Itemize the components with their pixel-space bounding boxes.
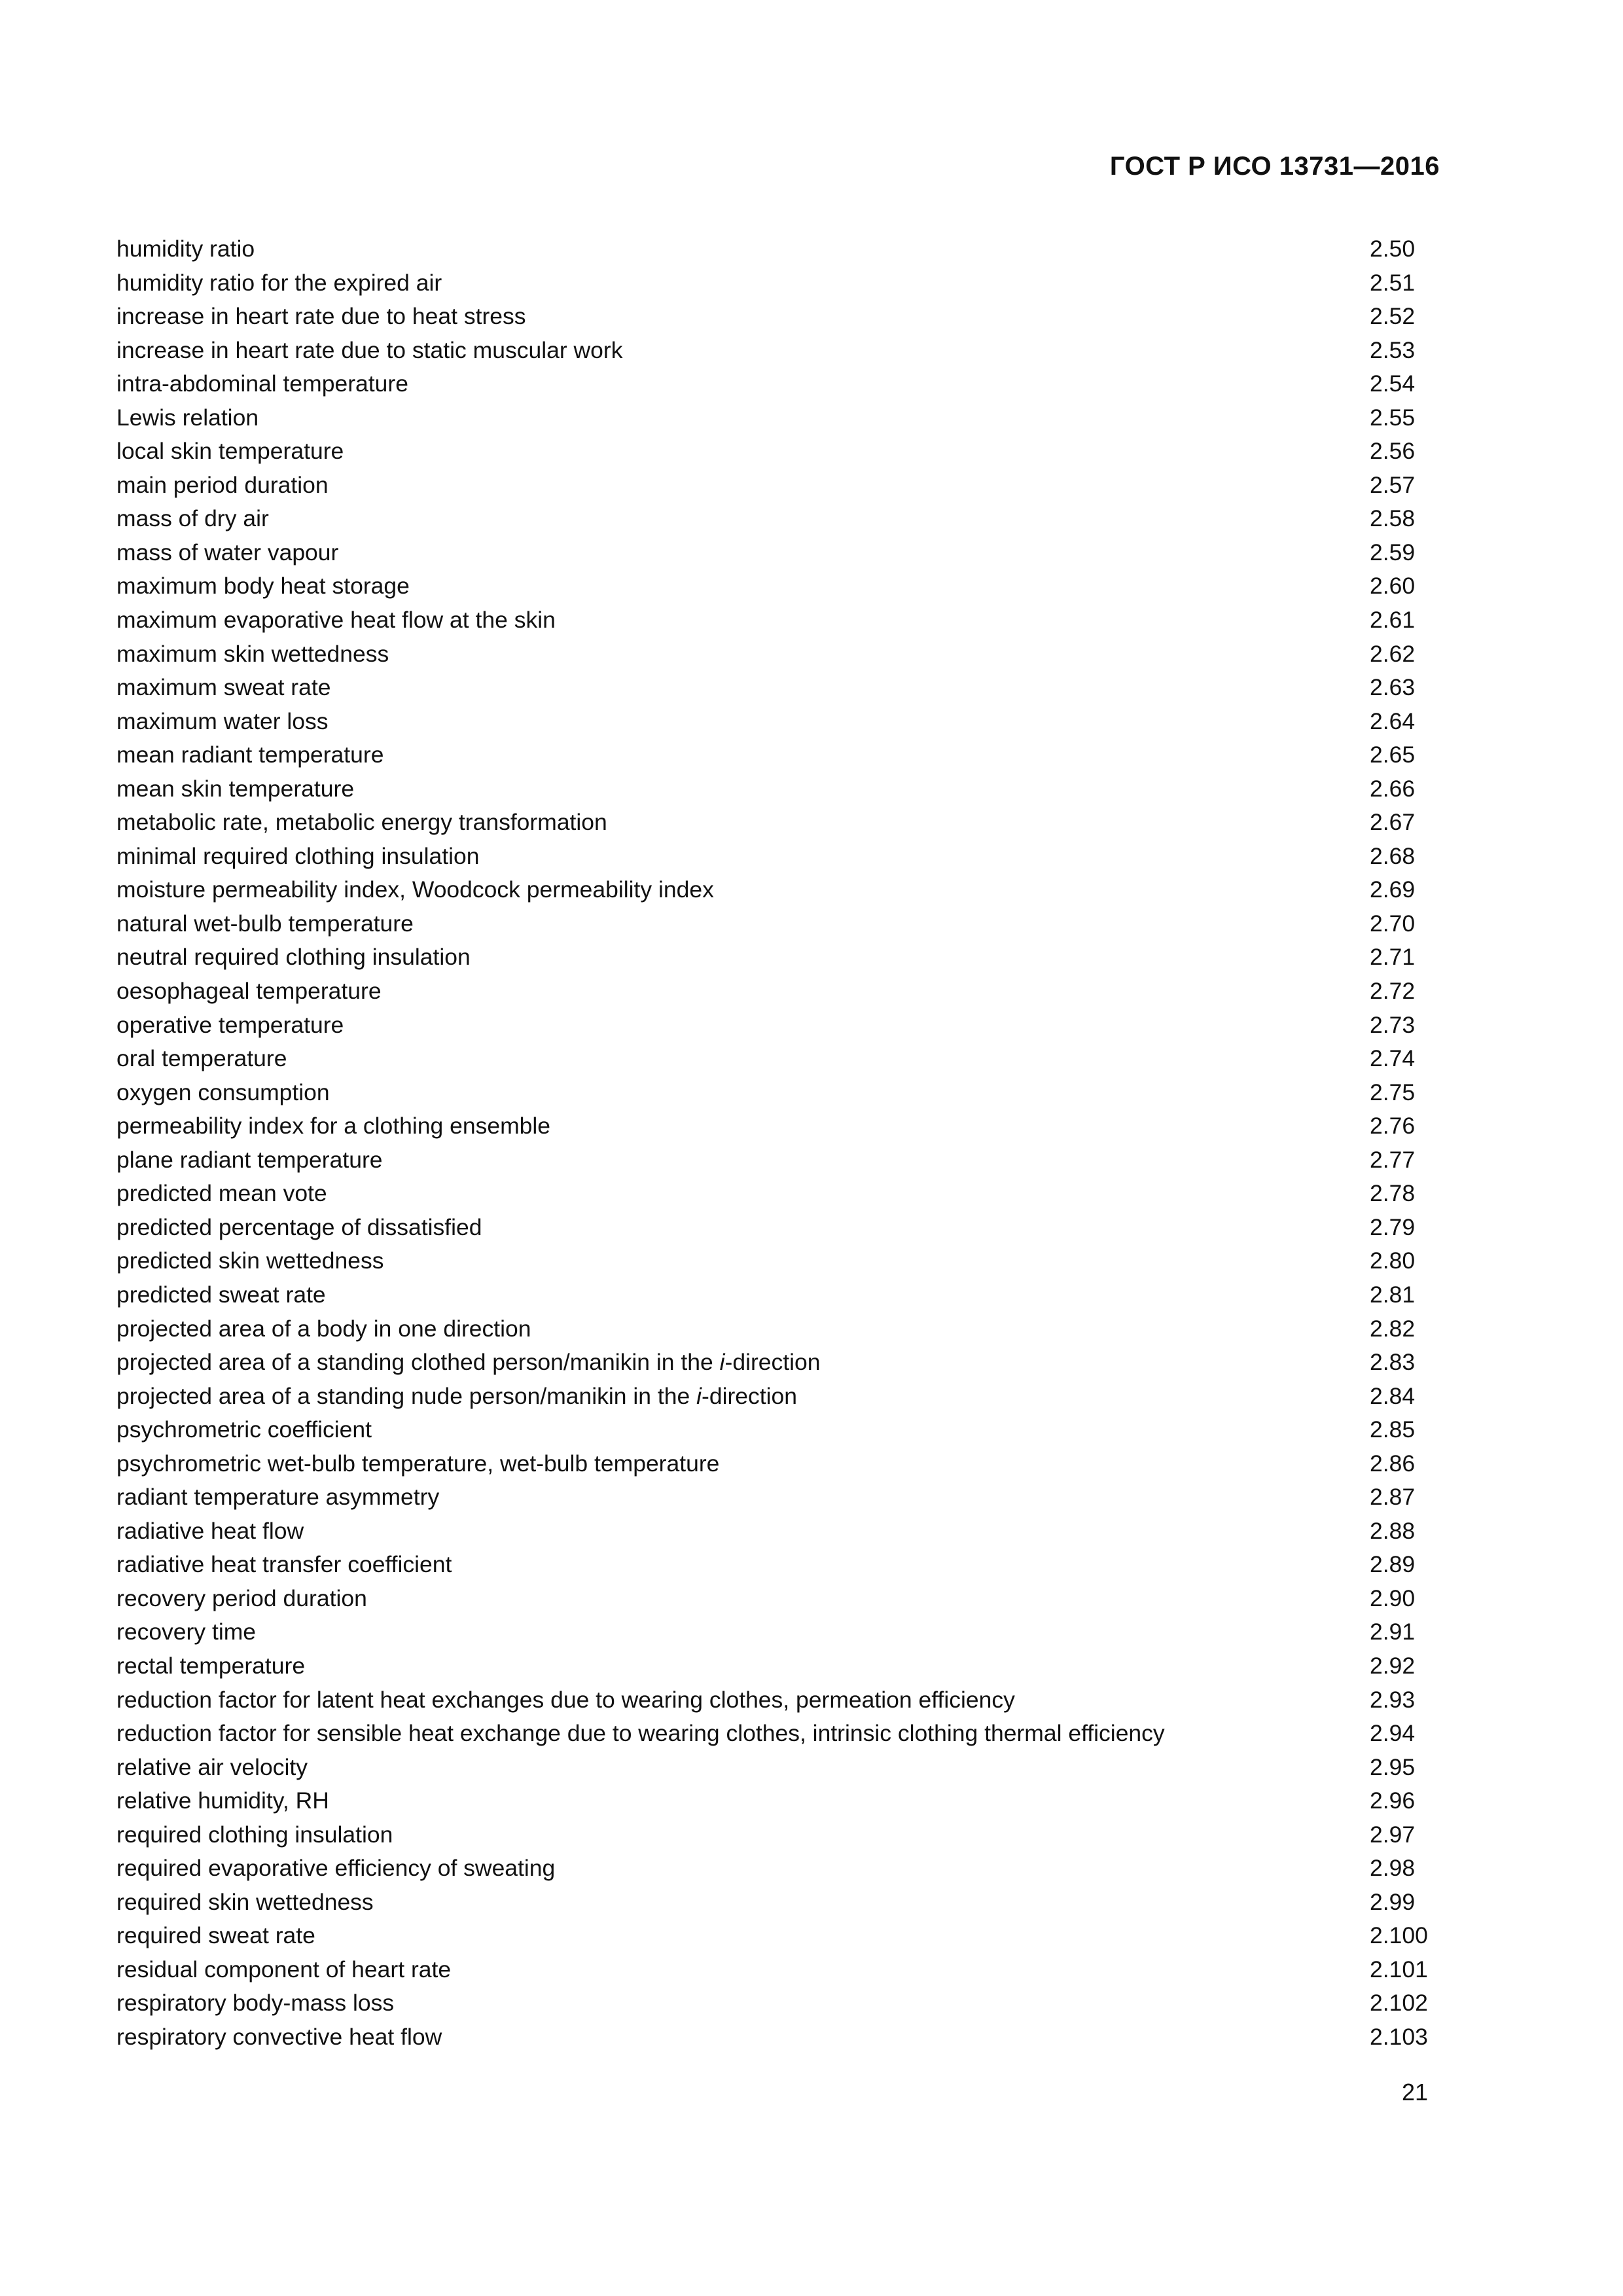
entry-number: 2.70 — [1370, 910, 1416, 937]
entry-term-text: oesophageal temperature — [116, 978, 382, 1005]
index-entry — [116, 1515, 1438, 1549]
entry-term-text: rectal temperature — [116, 1652, 306, 1679]
index-entry — [116, 1109, 1438, 1143]
entry-number: 2.58 — [1370, 505, 1416, 532]
entry-number: 2.78 — [1370, 1180, 1416, 1207]
entry-number: 2.59 — [1370, 539, 1416, 565]
entry-number: 2.55 — [1370, 404, 1416, 431]
entry-term-text: mean skin temperature — [116, 775, 355, 802]
entry-number: 2.66 — [1370, 775, 1416, 802]
entry-number: 2.80 — [1370, 1247, 1416, 1274]
entry-number: 2.98 — [1370, 1855, 1416, 1882]
entry-number: 2.81 — [1370, 1281, 1416, 1308]
entry-term-text: oral temperature — [116, 1045, 287, 1072]
entry-number: 2.68 — [1370, 842, 1416, 869]
index-entry — [116, 1717, 1438, 1751]
entry-term — [116, 232, 255, 266]
entry-number: 2.74 — [1370, 1045, 1416, 1072]
index-entry — [116, 873, 1438, 907]
entry-term — [116, 1447, 719, 1481]
entry-term-text: required clothing insulation — [116, 1821, 393, 1848]
index-entry — [116, 907, 1438, 941]
entry-term-text: radiative heat transfer coefficient — [116, 1551, 452, 1578]
entry-term-text: relative humidity, RH — [116, 1787, 329, 1814]
entry-term-text: respiratory body-mass loss — [116, 1990, 395, 2017]
entry-term — [116, 975, 382, 1009]
entry-number: 2.103 — [1370, 2023, 1428, 2050]
index-entry — [116, 401, 1438, 435]
entry-term — [116, 435, 344, 469]
entry-term — [116, 1177, 327, 1211]
entry-term — [116, 705, 329, 739]
entry-term — [116, 738, 383, 772]
entry-number: 2.89 — [1370, 1551, 1416, 1578]
entry-term — [116, 1380, 797, 1414]
entry-term-text: increase in heart rate due to static muscular work — [116, 336, 623, 363]
entry-term — [116, 1582, 367, 1616]
entry-number: 2.77 — [1370, 1146, 1416, 1173]
entry-term — [116, 806, 607, 840]
entry-number: 2.53 — [1370, 336, 1416, 363]
entry-term-suffix: -direction — [724, 1349, 821, 1376]
index-entry — [116, 705, 1438, 739]
entry-term — [116, 1480, 439, 1515]
entry-term — [116, 941, 471, 975]
entry-term-text: operative temperature — [116, 1011, 344, 1038]
index-entry — [116, 1919, 1438, 1953]
entry-term — [116, 1413, 372, 1447]
entry-term-text: radiative heat flow — [116, 1517, 304, 1544]
entry-term — [116, 1852, 555, 1886]
index-entry — [116, 1278, 1438, 1312]
entry-term — [116, 1683, 1015, 1717]
entry-term — [116, 1548, 452, 1582]
entry-number: 2.72 — [1370, 978, 1416, 1005]
entry-term-text: humidity ratio — [116, 236, 255, 262]
entry-term — [116, 603, 556, 637]
entry-term-text: intra-abdominal temperature — [116, 370, 408, 397]
entry-term — [116, 1986, 394, 2020]
entry-term-text: predicted percentage of dissatisfied — [116, 1213, 482, 1240]
entry-number: 2.65 — [1370, 742, 1416, 768]
entry-term — [116, 2020, 442, 2054]
index-entry — [116, 637, 1438, 672]
index-entry — [116, 975, 1438, 1009]
entry-term — [116, 840, 479, 874]
index-entry — [116, 1784, 1438, 1818]
index-entry — [116, 1346, 1438, 1380]
entry-term-text: neutral required clothing insulation — [116, 944, 471, 971]
entry-term-text: psychrometric wet-bulb temperature, wet-bulb temperature — [116, 1450, 720, 1477]
document-header: ГОСТ Р ИСО 13731—2016 — [1109, 152, 1440, 181]
entry-term — [116, 1244, 383, 1278]
index-entry — [116, 1751, 1438, 1785]
entry-term — [116, 1886, 374, 1920]
entry-number: 2.67 — [1370, 809, 1416, 836]
entry-number: 2.57 — [1370, 471, 1416, 498]
index-entry — [116, 1143, 1438, 1177]
entry-term-italic: i — [696, 1382, 702, 1409]
page-number: 21 — [1402, 2079, 1429, 2106]
entry-number: 2.85 — [1370, 1416, 1416, 1443]
index-entry — [116, 1649, 1438, 1683]
index-entry — [116, 840, 1438, 874]
entry-term — [116, 1515, 304, 1549]
entry-term — [116, 907, 414, 941]
index-entry — [116, 1447, 1438, 1481]
entry-term-text: predicted skin wettedness — [116, 1247, 384, 1274]
entry-term — [116, 1751, 308, 1785]
entry-number: 2.95 — [1370, 1753, 1416, 1780]
entry-term-text: plane radiant temperature — [116, 1146, 383, 1173]
entry-number: 2.91 — [1370, 1619, 1416, 1645]
entry-number: 2.60 — [1370, 573, 1416, 600]
entry-term — [116, 1649, 305, 1683]
entry-term-text: predicted sweat rate — [116, 1281, 326, 1308]
index-entry — [116, 603, 1438, 637]
entry-number: 2.87 — [1370, 1484, 1416, 1511]
entry-number: 2.100 — [1370, 1922, 1428, 1949]
entry-term-text: required sweat rate — [116, 1922, 315, 1949]
index-entry — [116, 1615, 1438, 1649]
entry-term-text: main period duration — [116, 471, 329, 498]
entry-number: 2.79 — [1370, 1213, 1416, 1240]
entry-term-text: predicted mean vote — [116, 1180, 327, 1207]
index-entry — [116, 1312, 1438, 1346]
index-entry — [116, 334, 1438, 368]
index-entry — [116, 1548, 1438, 1582]
index-entry — [116, 300, 1438, 334]
entry-number: 2.71 — [1370, 944, 1416, 971]
index-entry — [116, 1480, 1438, 1515]
entry-term-text: maximum sweat rate — [116, 674, 331, 701]
entry-number: 2.84 — [1370, 1382, 1416, 1409]
index-entry — [116, 266, 1438, 300]
entry-number: 2.101 — [1370, 1956, 1428, 1982]
index-entry — [116, 1380, 1438, 1414]
entry-term-text: projected area of a standing clothed person/manikin in the — [116, 1349, 720, 1376]
entry-term — [116, 1211, 482, 1245]
entry-term — [116, 1042, 287, 1076]
entry-term-text: local skin temperature — [116, 438, 344, 465]
entry-term — [116, 1784, 329, 1818]
entry-number: 2.64 — [1370, 708, 1416, 734]
entry-number: 2.96 — [1370, 1787, 1416, 1814]
entry-term — [116, 367, 408, 401]
index-entry — [116, 367, 1438, 401]
entry-term-text: Lewis relation — [116, 404, 259, 431]
entry-number: 2.61 — [1370, 607, 1416, 634]
index-entry — [116, 806, 1438, 840]
entry-term-text: maximum skin wettedness — [116, 640, 389, 667]
index-entry — [116, 502, 1438, 536]
entry-term — [116, 873, 714, 907]
entry-term-text: maximum evaporative heat flow at the skin — [116, 607, 556, 634]
index-entry — [116, 1818, 1438, 1852]
index-entry — [116, 2020, 1438, 2054]
entry-term-text: moisture permeability index, Woodcock permeability index — [116, 876, 714, 903]
entry-term — [116, 1143, 383, 1177]
index-entry — [116, 1211, 1438, 1245]
index-entry — [116, 1852, 1438, 1886]
entry-term — [116, 502, 269, 536]
entry-number: 2.69 — [1370, 876, 1416, 903]
entry-term-text: metabolic rate, metabolic energy transformation — [116, 809, 607, 836]
entry-number: 2.86 — [1370, 1450, 1416, 1477]
index-entry — [116, 232, 1438, 266]
entry-term-text: mass of water vapour — [116, 539, 339, 565]
index-entry — [116, 1413, 1438, 1447]
entry-number: 2.88 — [1370, 1517, 1416, 1544]
index-entry — [116, 1009, 1438, 1043]
entry-term — [116, 1953, 451, 1987]
entry-number: 2.90 — [1370, 1585, 1416, 1611]
entry-number: 2.99 — [1370, 1888, 1416, 1915]
index-entry — [116, 1953, 1438, 1987]
entry-term — [116, 536, 338, 570]
index-entry — [116, 569, 1438, 603]
entry-term-text: mass of dry air — [116, 505, 269, 532]
index-entry — [116, 1042, 1438, 1076]
entry-term-italic: i — [719, 1349, 725, 1376]
index-entry — [116, 1076, 1438, 1110]
entry-term-suffix: -direction — [702, 1382, 798, 1409]
entry-number: 2.54 — [1370, 370, 1416, 397]
entry-term-text: mean radiant temperature — [116, 742, 384, 768]
index-entry — [116, 1244, 1438, 1278]
entry-number: 2.52 — [1370, 303, 1416, 330]
entry-number: 2.56 — [1370, 438, 1416, 465]
index-entry — [116, 1582, 1438, 1616]
index-entry — [116, 772, 1438, 806]
entry-term-text: reduction factor for latent heat exchanges due to wearing clothes, permeation efficiency — [116, 1686, 1015, 1713]
index-entry — [116, 1886, 1438, 1920]
entry-term — [116, 637, 389, 672]
entry-number: 2.97 — [1370, 1821, 1416, 1848]
index-entry — [116, 941, 1438, 975]
entry-term — [116, 266, 442, 300]
entry-number: 2.73 — [1370, 1011, 1416, 1038]
index-entry — [116, 469, 1438, 503]
entry-term — [116, 671, 330, 705]
entry-term — [116, 1615, 256, 1649]
entry-term — [116, 1346, 821, 1380]
index-entry — [116, 671, 1438, 705]
entry-term-text: oxygen consumption — [116, 1079, 330, 1105]
entry-number: 2.83 — [1370, 1349, 1416, 1376]
entry-term-text: recovery time — [116, 1619, 257, 1645]
entry-number: 2.62 — [1370, 640, 1416, 667]
entry-number: 2.93 — [1370, 1686, 1416, 1713]
entry-term-text: projected area of a standing nude person/manikin in the — [116, 1382, 697, 1409]
entry-number: 2.92 — [1370, 1652, 1416, 1679]
entry-term-text: maximum body heat storage — [116, 573, 410, 600]
entry-term-text: respiratory convective heat flow — [116, 2023, 442, 2050]
entry-term-text: maximum water loss — [116, 708, 329, 734]
entry-term-text: projected area of a body in one direction — [116, 1315, 531, 1342]
entry-number: 2.63 — [1370, 674, 1416, 701]
entry-term-text: required evaporative efficiency of sweating — [116, 1855, 556, 1882]
entry-term — [116, 1312, 531, 1346]
entry-term — [116, 334, 622, 368]
entry-term — [116, 1717, 1165, 1751]
entry-number: 2.75 — [1370, 1079, 1416, 1105]
entry-term — [116, 1818, 393, 1852]
entry-term-text: minimal required clothing insulation — [116, 842, 480, 869]
entry-term-text: reduction factor for sensible heat exchange due to wearing clothes, intrinsic clothing thermal efficiency — [116, 1720, 1165, 1747]
entry-number: 2.82 — [1370, 1315, 1416, 1342]
entry-term-text: psychrometric coefficient — [116, 1416, 372, 1443]
index-entry — [116, 738, 1438, 772]
index-entry — [116, 435, 1438, 469]
entry-term — [116, 569, 410, 603]
entry-term-text: humidity ratio for the expired air — [116, 269, 442, 296]
entry-term-text: permeability index for a clothing ensemble — [116, 1113, 551, 1139]
entry-term — [116, 1076, 330, 1110]
entry-term-text: increase in heart rate due to heat stress — [116, 303, 526, 330]
index-entry — [116, 1986, 1438, 2020]
entry-term — [116, 300, 526, 334]
entry-number: 2.50 — [1370, 236, 1416, 262]
index-entry — [116, 536, 1438, 570]
entry-term — [116, 772, 354, 806]
entry-number: 2.51 — [1370, 269, 1416, 296]
entry-term — [116, 401, 259, 435]
entry-number: 2.102 — [1370, 1990, 1428, 2017]
entry-term-text: required skin wettedness — [116, 1888, 374, 1915]
entry-term-text: natural wet-bulb temperature — [116, 910, 414, 937]
entry-term-text: recovery period duration — [116, 1585, 367, 1611]
entry-number: 2.76 — [1370, 1113, 1416, 1139]
entry-term-text: relative air velocity — [116, 1753, 308, 1780]
entry-term — [116, 469, 329, 503]
entry-term — [116, 1278, 326, 1312]
term-index-list — [116, 232, 1438, 2054]
index-entry — [116, 1683, 1438, 1717]
entry-term-text: radiant temperature asymmetry — [116, 1484, 440, 1511]
entry-term — [116, 1009, 344, 1043]
entry-term — [116, 1109, 550, 1143]
index-entry — [116, 1177, 1438, 1211]
entry-term-text: residual component of heart rate — [116, 1956, 452, 1982]
entry-number: 2.94 — [1370, 1720, 1416, 1747]
entry-term — [116, 1919, 315, 1953]
